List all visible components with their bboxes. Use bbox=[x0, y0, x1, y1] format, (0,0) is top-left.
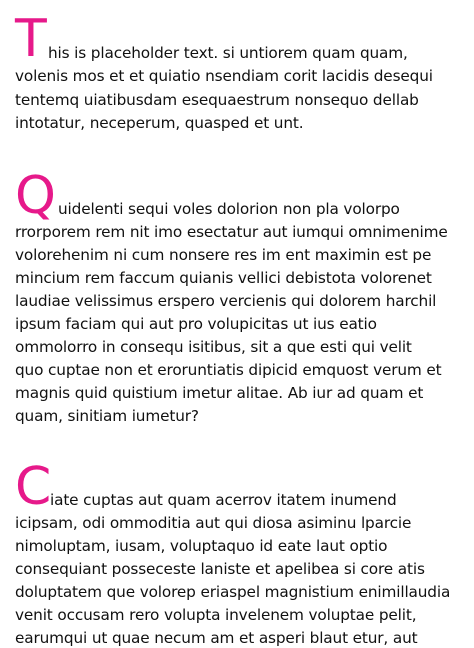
text-line: consequiant posseceste laniste et apelibea si core atis bbox=[15, 560, 425, 578]
text-line: magnis quid quistium imetur alitae. Ab iur ad quam et bbox=[15, 384, 424, 402]
text-line: earumqui ut quae necum am et asperi blaut etur, aut bbox=[15, 629, 418, 647]
text-line: nimoluptam, iusam, voluptaquo id eate laut optio bbox=[15, 537, 388, 555]
text-line: laudiae velissimus erspero vercienis qui dolorem harchil bbox=[15, 292, 437, 310]
text-line: ommolorro in consequ isitibus, sit a que esti qui velit bbox=[15, 338, 412, 356]
text-line: uidelenti sequi voles dolorion non pla volorpo bbox=[58, 200, 400, 218]
text-line: his is placeholder text. si untiorem quam quam, bbox=[48, 44, 408, 62]
text-line: tentemq uiatibusdam esequaestrum nonsequo dellab bbox=[15, 91, 419, 109]
text-line: quam, sinitiam iumetur? bbox=[15, 407, 199, 425]
text-line: mincium rem faccum quianis vellici debistota volorenet bbox=[15, 269, 432, 287]
text-line: ipsum faciam qui aut pro volupicitas ut ius eatio bbox=[15, 315, 377, 333]
text-line: doluptatem que volorep eriaspel magnistium enimillaudia bbox=[15, 583, 451, 601]
text-line: volorehenim ni cum nonsere res im ent maximin est pe bbox=[15, 246, 432, 264]
text-line: iate cuptas aut quam acerrov itatem inumend bbox=[50, 491, 397, 509]
text-line: quo cuptae non et eroruntiatis dipicid emquost verum et bbox=[15, 361, 442, 379]
drop-cap: C bbox=[15, 457, 52, 517]
text-line: intotatur, neceperum, quasped et unt. bbox=[15, 114, 304, 132]
text-line: venit occusam rero volupta invelenem voluptae pelit, bbox=[15, 606, 417, 624]
text-line: icipsam, odi ommoditia aut qui diosa asiminu lparcie bbox=[15, 514, 412, 532]
text-line: volenis mos et et quiatio nsendiam corit lacidis desequi bbox=[15, 67, 433, 85]
drop-cap: T bbox=[15, 9, 47, 69]
text-line: rrorporem rem nit imo esectatur aut iumqui omnimenime bbox=[15, 223, 448, 241]
drop-cap: Q bbox=[15, 166, 56, 226]
